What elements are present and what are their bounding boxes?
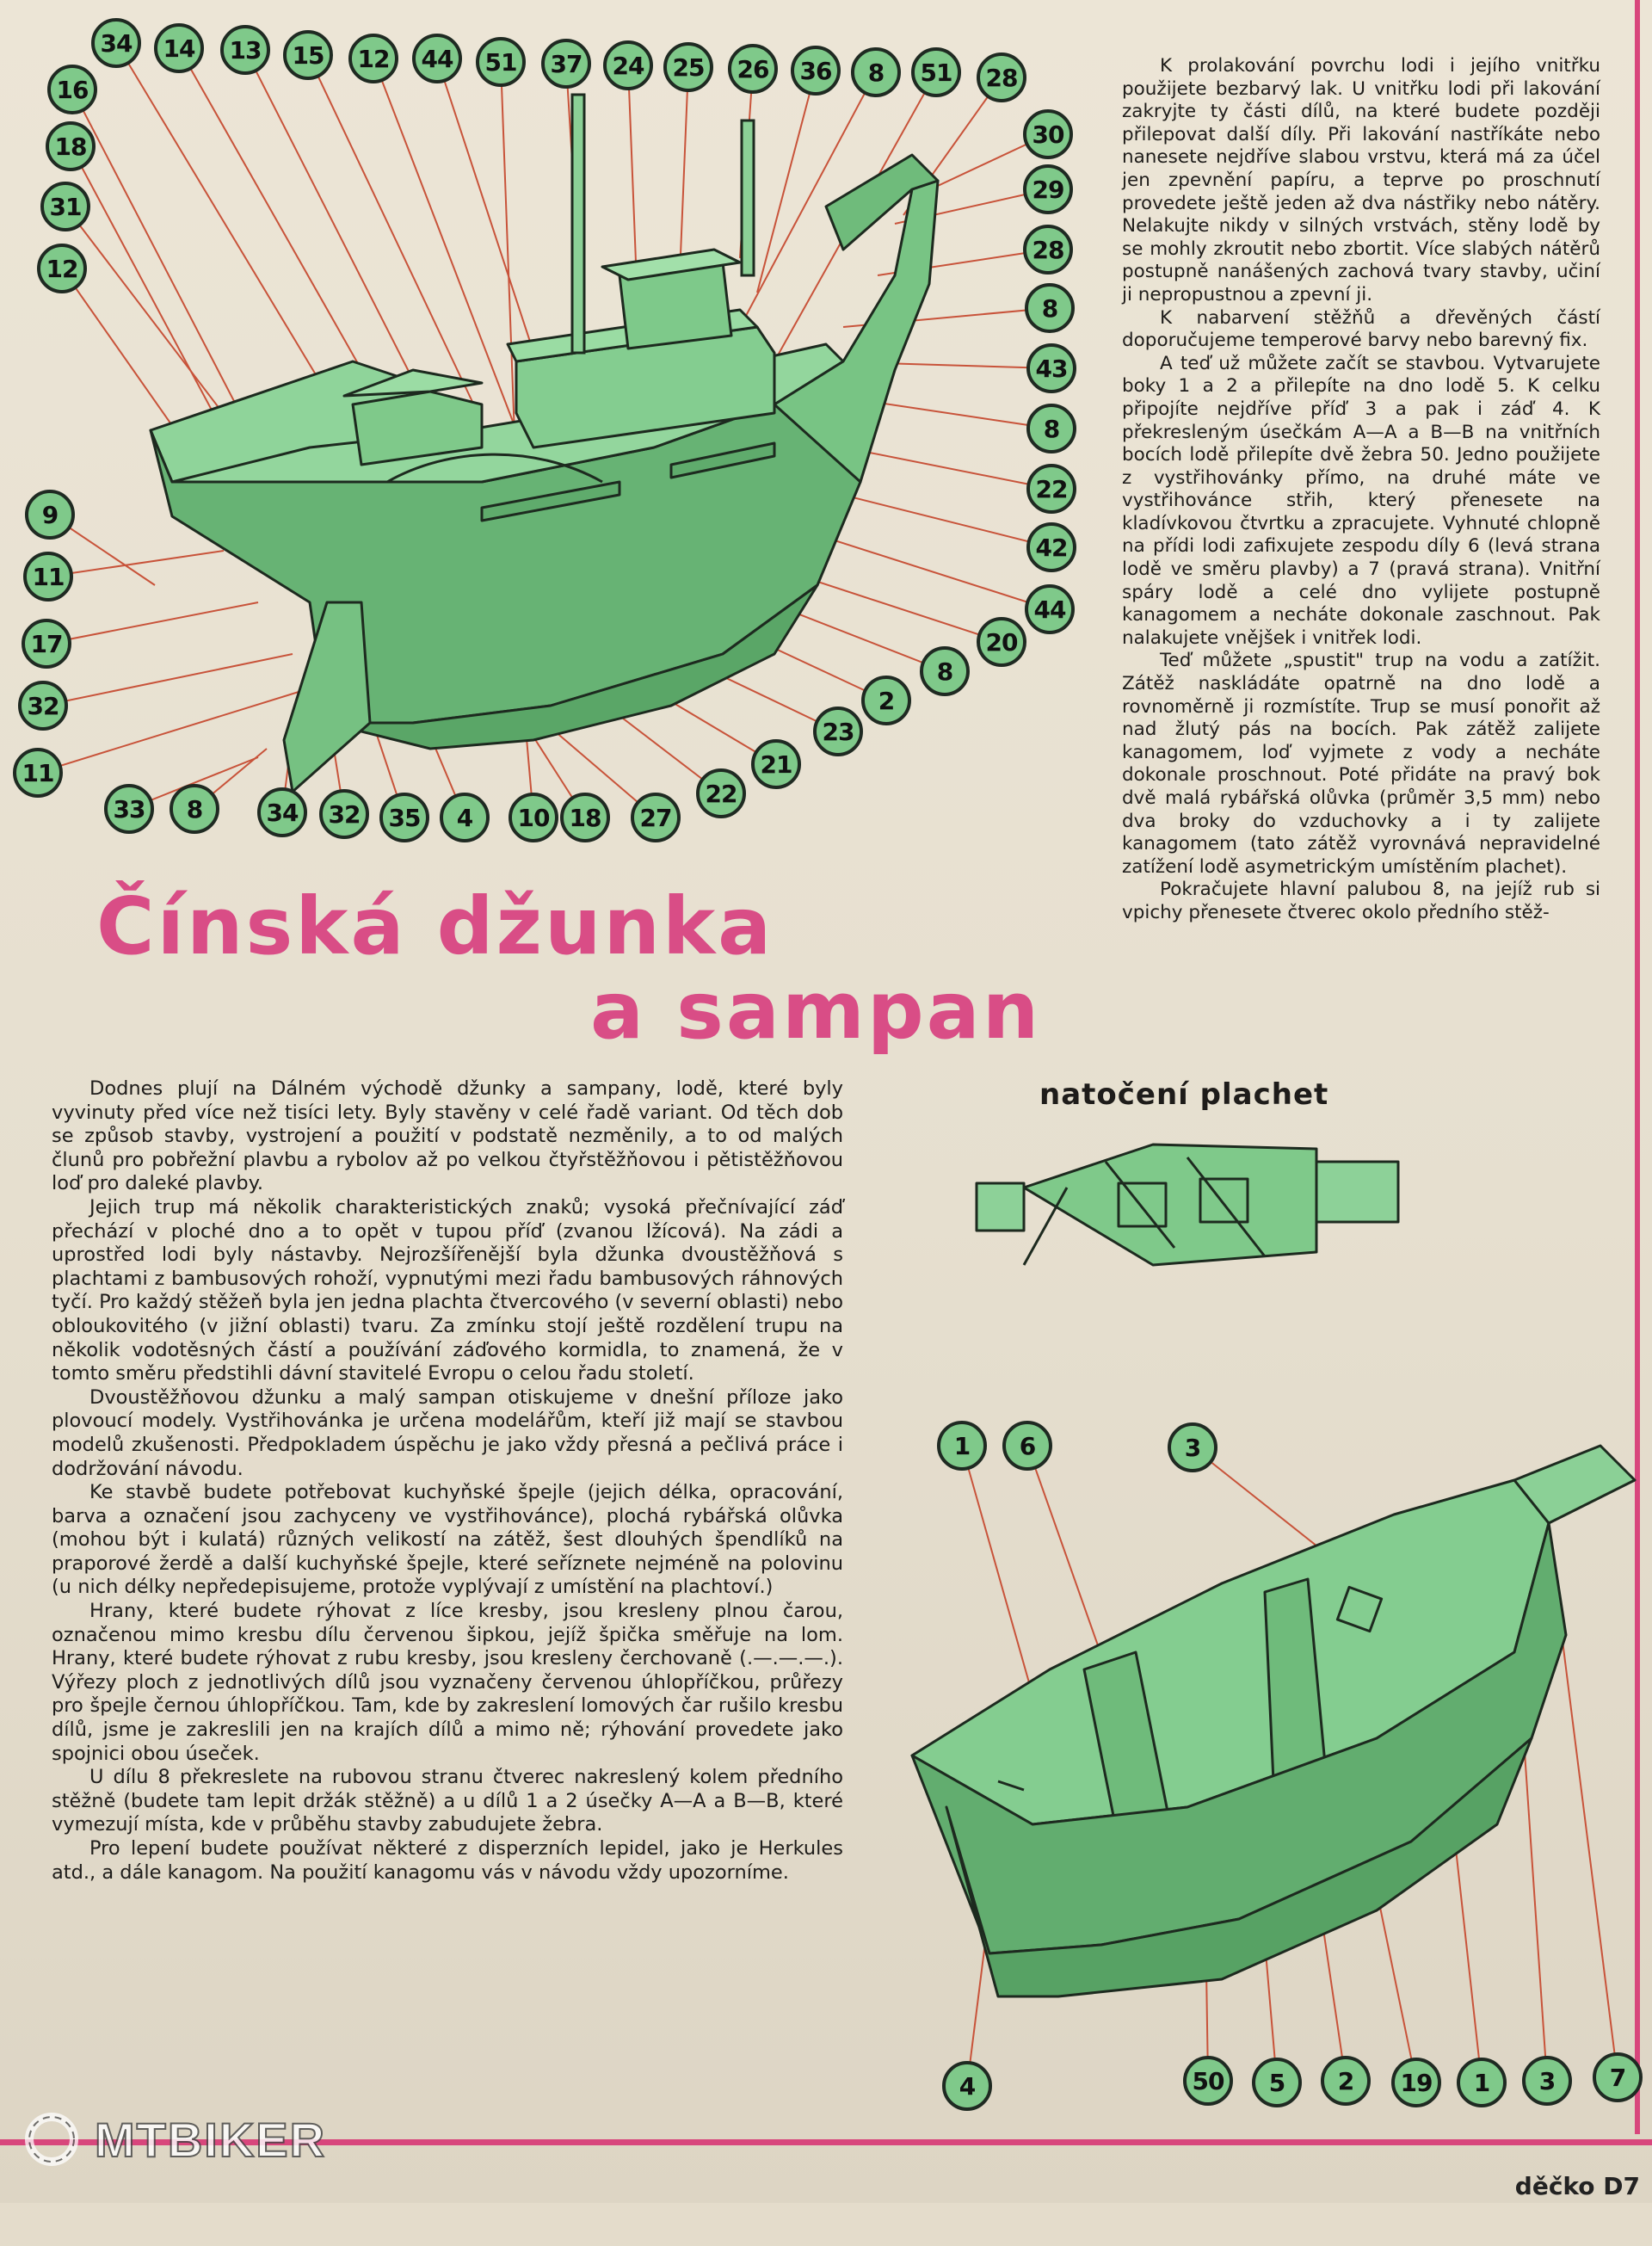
- callout-number: 26: [728, 44, 778, 94]
- callout-number: 42: [1026, 522, 1076, 572]
- callout-number: 11: [13, 748, 63, 798]
- callout-number: 51: [476, 37, 526, 87]
- callout-number: 34: [257, 787, 307, 837]
- callout-number: 28: [977, 52, 1026, 102]
- callout-number: 4: [942, 2061, 992, 2111]
- callout-number: 3: [1168, 1422, 1217, 1472]
- callout-number: 25: [663, 42, 713, 92]
- callout-number: 1: [937, 1421, 987, 1471]
- junk-hull: [151, 155, 938, 792]
- paragraph: Dvoustěžňovou džunku a malý sampan otiskujeme v dnešní příloze jako plovoucí modely. Vystřihovánka je určena modelářům, kteří již mají se stavbou modelů zkušenosti. Předpokladem úspěchu je jako vždy přesná a pečlivá práce i dodržování návodu.: [52, 1385, 843, 1480]
- callout-number: 23: [813, 707, 863, 756]
- callout-number: 17: [22, 619, 71, 669]
- callout-leader: [43, 654, 293, 706]
- callout-number: 3: [1522, 2056, 1572, 2106]
- paragraph: A teď už můžete začít se stavbou. Vytvarujete boky 1 a 2 a přilepíte na dno lodě 5. K celku připojíte nejdříve příď 3 a pak i záď 4. K překresleným úsečkám A—A a B—B na vnitřních bocích lodě přilepíte dvě žebra 50. Jedno použijete z vystřihovánky přímo, na druhé máte ve vystřihovánce střih, který přenesete na kladívkovou čtvrtku a zpracujete. Vyhnuté chlopně na přídi lodi zafixujete zespodu díly 6 (levá strana lodě ve směru plavby) a 7 (pravá strana). Vnitřní spáry lodě a celé dno vylijete postupně kanagomem a necháte dokonale zaschnout. Pak nalakujete vnějšek i vnitřek lodi.: [1122, 352, 1600, 649]
- callout-leader: [38, 688, 310, 773]
- callout-number: 44: [412, 34, 462, 83]
- paragraph: Dodnes plují na Dálném východě džunky a sampany, lodě, které byly vyvinuty před více než tisíci lety. Byly stavěny v celé řadě variant. Od těch dob se způsob stavby, vystrojení a použití v podstatě nezměnily, a to od malých člunů pro pobřežní plavbu a rybolov až po velkou čtyřstěžňovou i pětistěžňovou loď pro daleké plavby.: [52, 1077, 843, 1195]
- sampan-hull-diagram: [860, 1377, 1652, 2246]
- callout-number: 8: [1026, 404, 1076, 454]
- callout-number: 31: [40, 182, 90, 231]
- junk-assembly-diagram: [0, 0, 1101, 861]
- callout-leader: [757, 71, 816, 293]
- callout-number: 20: [977, 617, 1026, 667]
- callout-number: 44: [1025, 584, 1075, 634]
- watermark-text: MTBIKER: [95, 2112, 327, 2167]
- callout-number: 7: [1593, 2052, 1643, 2102]
- paragraph: U dílu 8 překreslete na rubovou stranu čtverec nakreslený kolem předního stěžně (budete tam lepit držák stěžně) a u dílů 1 a 2 úsečky A—A a B—B, které vymezují místa, kde v průběhu stavby zabudujete žebra.: [52, 1766, 843, 1836]
- paragraph: Pokračujete hlavní palubou 8, na jejíž rub si vpichy přenesete čtverec okolo předního stěž-: [1122, 879, 1600, 923]
- title-line-2: a sampan: [590, 965, 1042, 1057]
- callout-number: 22: [1026, 464, 1076, 514]
- callout-number: 27: [631, 793, 681, 842]
- callout-number: 50: [1183, 2056, 1233, 2106]
- site-watermark: [17, 2105, 326, 2174]
- article-column-left: [52, 1077, 843, 1885]
- callout-number: 9: [25, 490, 75, 540]
- callout-number: 16: [47, 65, 97, 114]
- paragraph: K prolakování povrchu lodi i jejího vnitřku použijete bezbarvý lak. U vnitřku lodi při lakování zakryjte ty části dílů, na které budete později přilepovat další díly. Při lakování nastříkáte nebo nanesete nejdříve slabou vrstvu, která má za účel jen zpevnění papíru, a teprve po proschnutí provedete ještě jeden až dva nástřiky nebo nátěry. Nelakujte nikdy v silných vrstvách, stěny lodě by se mohly zkroutit nebo zbortit. Více slabých nátěrů postupně nanášených zachová tvary stavby, učiní ji nepropustnou a zpevní ji.: [1122, 55, 1600, 305]
- callout-number: 8: [851, 47, 901, 97]
- gear-icon: [17, 2105, 86, 2174]
- sails-diagram-label: natočení plachet: [1039, 1077, 1329, 1112]
- callout-leader: [501, 62, 516, 482]
- callout-number: 15: [283, 30, 333, 80]
- callout-leader: [628, 65, 637, 284]
- callout-number: 18: [46, 121, 96, 171]
- callout-number: 37: [541, 39, 591, 89]
- callout-number: 8: [170, 784, 219, 834]
- callout-number: 19: [1391, 2058, 1441, 2107]
- paragraph: Ke stavbě budete potřebovat kuchyňské špejle (jejich délka, opracování, barva a označení jsou zachyceny ve vystřihovánce), plochá rybářská olůvka (mohou být i kulatá) různých velikostí na zátěž, šest dlouhých špendlíků na praporové žerdě a další kuchyňské špejle, které seříznete nejméně na polovinu (u nich délky nepředepisujeme, protože vyplývají z umístění na plachtoví.): [52, 1481, 843, 1599]
- callout-number: 34: [91, 18, 141, 68]
- callout-number: 2: [861, 676, 911, 725]
- callout-number: 24: [603, 40, 653, 90]
- callout-number: 18: [560, 793, 610, 842]
- callout-number: 35: [379, 793, 429, 842]
- callout-number: 10: [509, 793, 558, 842]
- callout-number: 36: [791, 46, 841, 96]
- callout-number: 43: [1026, 343, 1076, 393]
- callout-number: 22: [696, 768, 746, 818]
- paragraph: Pro lepení budete používat některé z disperzních lepidel, jako je Herkules atd., a dále kanagom. Na použití kanagomu vás v návodu vždy upozorníme.: [52, 1837, 843, 1884]
- callout-number: 5: [1252, 2058, 1302, 2107]
- paragraph: Jejich trup má několik charakteristických znaků; vysoká přečnívající záď přechází v ploché dno a to opět v tupou příď (zvanou lžícová). Na zádi a uprostřed lodi byly nástavby. Nejrozšířenější byla džunka dvoustěžňová s plachtami z bambusových rohoží, vypnutými mezi řadu bambusových ráhnových tyčí. Pro každý stěžeň byla jen jedna plachta čtvercového (v severní oblasti) nebo obloukovitého (v jižní oblasti) tvaru. Za zmínku stojí ještě rozdělení trupu na několik vodotěsných částí a používání záďového kormidla, to znamená, že v tomto směru předstihli dávní stavitelé Evropu o celou řadu století.: [52, 1195, 843, 1385]
- callout-number: 12: [348, 34, 398, 83]
- title-line-1: Čínská džunka: [96, 880, 774, 972]
- callout-number: 4: [440, 793, 490, 842]
- paragraph: K nabarvení stěžňů a dřevěných částí doporučujeme temperové barvy nebo barevný fix.: [1122, 306, 1600, 352]
- callout-number: 30: [1023, 109, 1073, 159]
- callout-number: 29: [1023, 164, 1073, 214]
- callout-number: 8: [1025, 283, 1075, 333]
- callout-number: 28: [1023, 225, 1073, 275]
- page-footer: děčko D7: [1514, 2172, 1640, 2200]
- callout-leader: [680, 67, 688, 275]
- instructions-column-right: [1122, 55, 1600, 925]
- paragraph: Teď můžete „spustit" trup na vodu a zatížit. Zátěž naskládáte opatrně na dno lodě a rovnoměrně ji rozmístíte. Trup se musí ponořit až nad žlutý pás na bocích. Pak zátěž zalijete kanagomem, loď vyjmete z vody a necháte dokonale proschnout. Poté přidáte na pravý bok dvě malá rybářská olůvka (průměr 3,5 mm) nebo dva broky do vzduchovky a i ty zalijete kanagomem (tato zátěž vyrovnává nepravidelné zatížení lodě asymetrickým umístěním plachet).: [1122, 650, 1600, 878]
- callout-number: 11: [23, 552, 73, 602]
- callout-leader: [72, 89, 258, 447]
- callout-number: 2: [1321, 2056, 1371, 2106]
- sail-orientation-diagram: [972, 1127, 1420, 1299]
- callout-number: 51: [911, 47, 961, 97]
- callout-number: 14: [154, 23, 204, 73]
- callout-leader: [46, 602, 258, 644]
- article-title: [96, 880, 1112, 1057]
- callout-number: 13: [220, 25, 270, 75]
- callout-number: 21: [751, 739, 801, 789]
- callout-number: 32: [18, 681, 68, 731]
- callout-number: 6: [1002, 1421, 1052, 1471]
- callout-number: 32: [319, 789, 369, 839]
- callout-number: 1: [1457, 2058, 1507, 2107]
- callout-number: 8: [920, 646, 970, 696]
- callout-number: 12: [37, 244, 87, 293]
- callout-number: 33: [104, 784, 154, 834]
- sampan-hull: [912, 1446, 1635, 1996]
- paragraph: Hrany, které budete rýhovat z líce kresby, jsou kresleny plnou čarou, označenou mimo kresbu dílu červenou šipkou, jejíž špička směřuje na lom. Hrany, které budete rýhovat z rubu kresby, jsou kresleny čerchovaně (.—.—.—.). Výřezy ploch z jednotlivých dílů jsou vyznačeny červenou úhlopříčkou, průřezy pro špejle černou úhlopříčkou. Tam, kde by zakreslení lomových čar rušilo kresbu dílů, jsme je zakreslili jen na krajích dílů a mimo ně; rýhování provedete jako spojnici obou úseček.: [52, 1600, 843, 1765]
